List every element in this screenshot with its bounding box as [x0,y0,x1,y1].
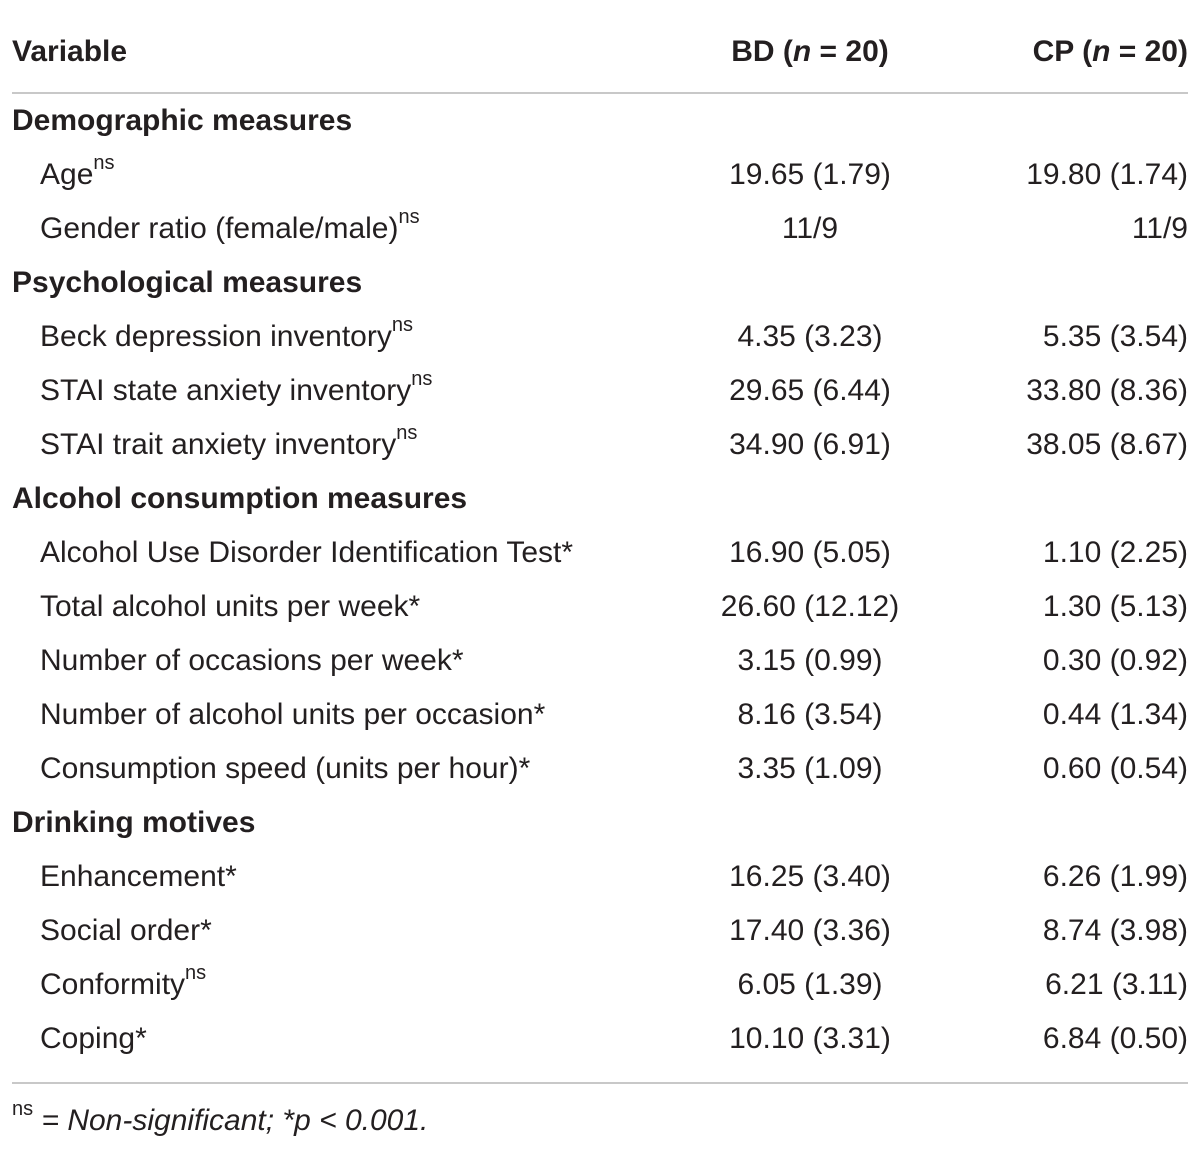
row-label: Beck depression inventory$^{ns}$ [40,314,413,353]
cp-value: 6.21 (3.11) [1045,968,1188,1001]
significance-mark: ns [396,422,418,444]
cp-value: 33.80 (8.36) [1026,374,1188,407]
row-label: Total alcohol units per week* [40,590,421,623]
cp-value: 11/9 [1131,212,1188,245]
significance-mark: ns [185,962,207,984]
row-label: Alcohol Use Disorder Identification Test* [40,536,574,569]
table-body [12,94,1188,1083]
bd-value: 4.35 (3.23) [737,320,883,353]
row-label: Age$^{ns}$ [40,152,115,191]
row-label: STAI state anxiety inventory$^{ns}$ [40,368,433,407]
bottom-rule [12,1066,1188,1083]
cp-value: 1.30 (5.13) [1042,590,1188,623]
significance-mark: ns [411,368,433,390]
section-title: Psychological measures [12,266,363,299]
table-row [12,1012,1188,1066]
table-row [12,364,1188,418]
table-row [12,418,1188,472]
cp-value: 8.74 (3.98) [1042,914,1188,947]
section-title: Demographic measures [12,104,353,137]
cp-value: 38.05 (8.67) [1026,428,1188,461]
table-row [12,688,1188,742]
footnote-mark: ns [12,1098,34,1120]
significance-mark: ns [391,314,413,336]
statistics-table [12,12,1188,1084]
table-row [12,742,1188,796]
cp-value: 0.30 (0.92) [1042,644,1188,677]
table-row [12,634,1188,688]
bd-value: 8.16 (3.54) [737,698,883,731]
row-label: Coping* [40,1022,147,1055]
section-row [12,796,1188,850]
cp-value: 5.35 (3.54) [1042,320,1188,353]
row-label: Consumption speed (units per hour)* [40,752,531,785]
bd-value: 6.05 (1.39) [737,968,883,1001]
row-label: Enhancement* [40,860,237,893]
section-title: Drinking motives [12,806,256,839]
row-label: Number of occasions per week* [40,644,464,677]
row-label: Number of alcohol units per occasion* [40,698,546,731]
table-row [12,958,1188,1012]
header-row [12,12,1188,93]
bd-value: 16.25 (3.40) [729,860,891,893]
bd-value: 11/9 [781,212,839,245]
cp-value: 1.10 (2.25) [1042,536,1188,569]
cp-value: 0.60 (0.54) [1042,752,1188,785]
table-footnote: $^{ns}$ = Non-significant; *p < 0.001. [12,1098,429,1137]
bd-value: 3.35 (1.09) [737,752,883,785]
table-row [12,526,1188,580]
cp-value: 6.26 (1.99) [1042,860,1188,893]
row-label: STAI trait anxiety inventory$^{ns}$ [40,422,418,461]
table-row [12,148,1188,202]
section-row [12,94,1188,148]
row-label: Conformity$^{ns}$ [40,962,207,1001]
table-row [12,580,1188,634]
header-bd: BD (n = 20) [652,12,968,93]
section-title: Alcohol consumption measures [12,482,468,515]
table-row [12,904,1188,958]
significance-mark: ns [398,206,420,228]
cp-value: 6.84 (0.50) [1042,1022,1188,1055]
significance-mark: ns [93,152,115,174]
row-label: Gender ratio (female/male)$^{ns}$ [40,206,420,245]
section-row [12,256,1188,310]
table-row [12,310,1188,364]
header-variable: Variable [12,12,652,93]
table-row [12,850,1188,904]
cp-value: 0.44 (1.34) [1042,698,1188,731]
section-row [12,472,1188,526]
bd-value: 29.65 (6.44) [729,374,891,407]
table-row [12,202,1188,256]
cp-value: 19.80 (1.74) [1026,158,1188,191]
bd-value: 17.40 (3.36) [729,914,891,947]
bd-value: 3.15 (0.99) [737,644,883,677]
bd-value: 16.90 (5.05) [729,536,891,569]
header-cp: CP (n = 20) [968,12,1188,93]
bd-value: 19.65 (1.79) [729,158,891,191]
bd-value: 34.90 (6.91) [729,428,891,461]
bd-value: 10.10 (3.31) [729,1022,891,1055]
row-label: Social order* [40,914,212,947]
bd-value: 26.60 (12.12) [720,590,900,623]
